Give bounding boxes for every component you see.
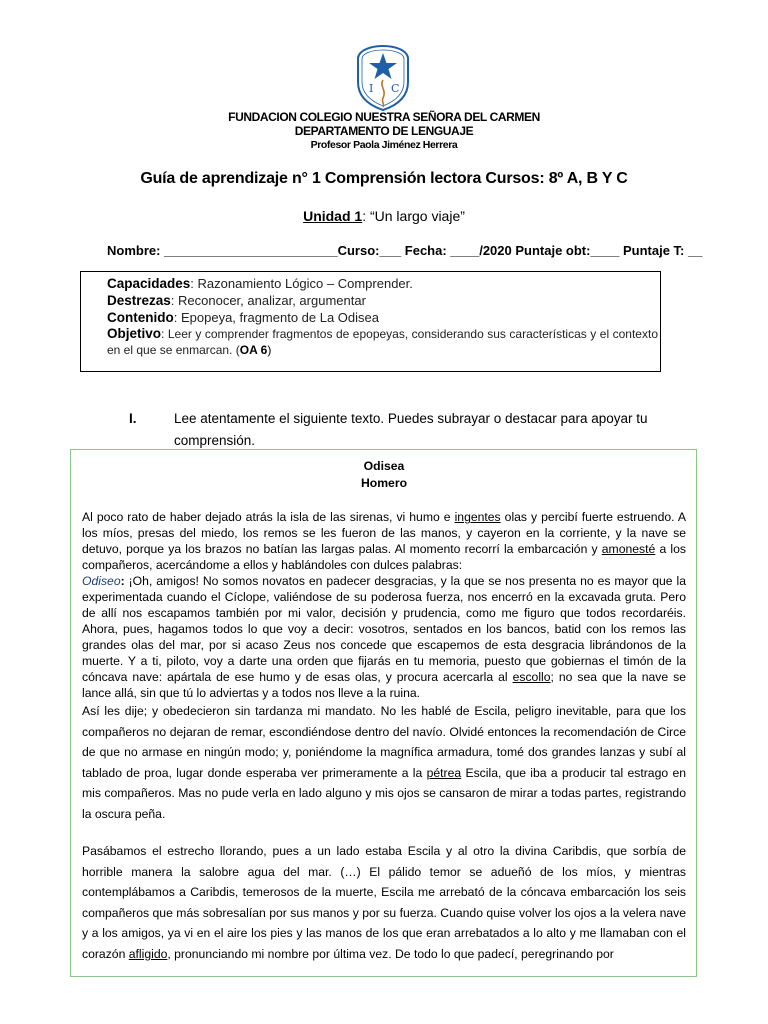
reading-paragraph-4: Pasábamos el estrecho llorando, pues a un lado estaba Escila y al otro la divina Caribdis, que sorbía de horrible manera la salobre agua del mar. (…) El pálido temor se adueñó de los míos, y mientras contemplábamos a Caribdis, temerosos de la muerte, Escila me arrebató de la cóncava embarcación los seis compañeros que más sobresalían por sus manos y por su fuerza. Cuando quise volver los ojos a la velera nave y a los amigos, ya vi en el aire los pies y las manos de los que eran arrebatados a lo alto y me llamaban con el corazón afligido, pronunciando mi nombre por última vez. De todo lo que padecí, peregrinando por bbox=[82, 844, 686, 961]
teacher-name: Profesor Paola Jiménez Herrera bbox=[310, 139, 458, 151]
school-name: FUNDACION COLEGIO NUESTRA SEÑORA DEL CARMEN bbox=[228, 110, 540, 124]
department-name: DEPARTAMENTO DE LENGUAJE bbox=[294, 124, 474, 138]
reading-frame bbox=[70, 449, 697, 977]
objective-objetivo: Objetivo: Leer y comprender fragmentos de epopeyas, considerando sus características y el contexto en el que se enmarcan. (OA 6) bbox=[107, 326, 658, 357]
student-info-line: Nombre: ________________________Curso:___ Fecha: ____/2020 Puntaje obt:____ Puntaje T: __ bbox=[107, 243, 703, 258]
reading-title: Odisea bbox=[363, 459, 405, 473]
reading-paragraph-3: Así les dije; y obedecieron sin tardanza mi mandato. No les hablé de Escila, peligro inevitable, para que los compañeros no dejaran de remar, escondiéndose dentro del navío. Olvidé entonces la recomendación de Circe de que no armase en ningún modo; y, poniéndome la magnífica armadura, tomé dos grandes lanzas y subí al tablado de proa, lugar donde esperaba ver primeramente a la pétrea Escila, que iba a producir tal estrago en mis compañeros. Mas no pude verla en lado alguno y mis ojos se cansaron de mirar a todas partes, registrando la oscura peña. bbox=[82, 704, 686, 821]
objectives-box bbox=[80, 271, 661, 372]
objective-contenido: Contenido: Epopeya, fragmento de La Odisea bbox=[107, 310, 379, 325]
guide-title: Guía de aprendizaje n° 1 Comprensión lectora Cursos: 8º A, B Y C bbox=[140, 170, 628, 187]
objective-capacidades: Capacidades: Razonamiento Lógico – Comprender. bbox=[107, 276, 413, 291]
svg-text:I: I bbox=[369, 82, 374, 95]
reading-author: Homero bbox=[360, 476, 408, 491]
reading-paragraph-1: Al poco rato de haber dejado atrás la isla de las sirenas, vi humo e ingentes olas y percibí fuerte estruendo. A los míos, presas del miedo, los remos se les fueron de las manos, y cayeron en la corriente, y la nave se detuvo, porque ya los brazos no batían las largas palas. Al momento recorrí la embarcación y amonesté a los compañeros, acercándome a ellos y hablándoles con dulces palabras: Odiseo: ¡Oh, amigos! No somos novatos en padecer desgracias, y la que se nos presenta no es mayor que la experimentada cuando el Cíclope, valiéndose de su poderosa fuerza, nos encerró en la excavada gruta. Pero de allí nos escapamos también por mi valor, decisión y prudencia, como me figuro que todos recordaréis. Ahora, pues, hagamos todos lo que voy a decir: vosotros, sentados en los bancos, batid con los remos las grandes olas del mar, por si acaso Zeus nos concede que escapemos de esta desgracia librándonos de la muerte. Y a ti, piloto, voy a darte una orden que fijarás en tu memoria, puesto que gobiernas el timón de la cóncava nave: apártala de ese humo y de esas olas, y procura acercarla al escollo; no sea que la nave se lance allá, sin que tú lo adviertas y a todos nos lleve a la ruina. bbox=[82, 510, 686, 701]
unit-line: Unidad 1: “Un largo viaje” bbox=[303, 208, 465, 224]
instruction-text: Lee atentamente el siguiente texto. Puedes subrayar o destacar para apoyar tu comprensión. bbox=[174, 411, 648, 448]
svg-text:C: C bbox=[391, 82, 400, 95]
objective-destrezas: Destrezas: Reconocer, analizar, argumentar bbox=[107, 293, 366, 308]
instruction-number: I. bbox=[129, 411, 137, 426]
school-logo bbox=[355, 44, 411, 112]
